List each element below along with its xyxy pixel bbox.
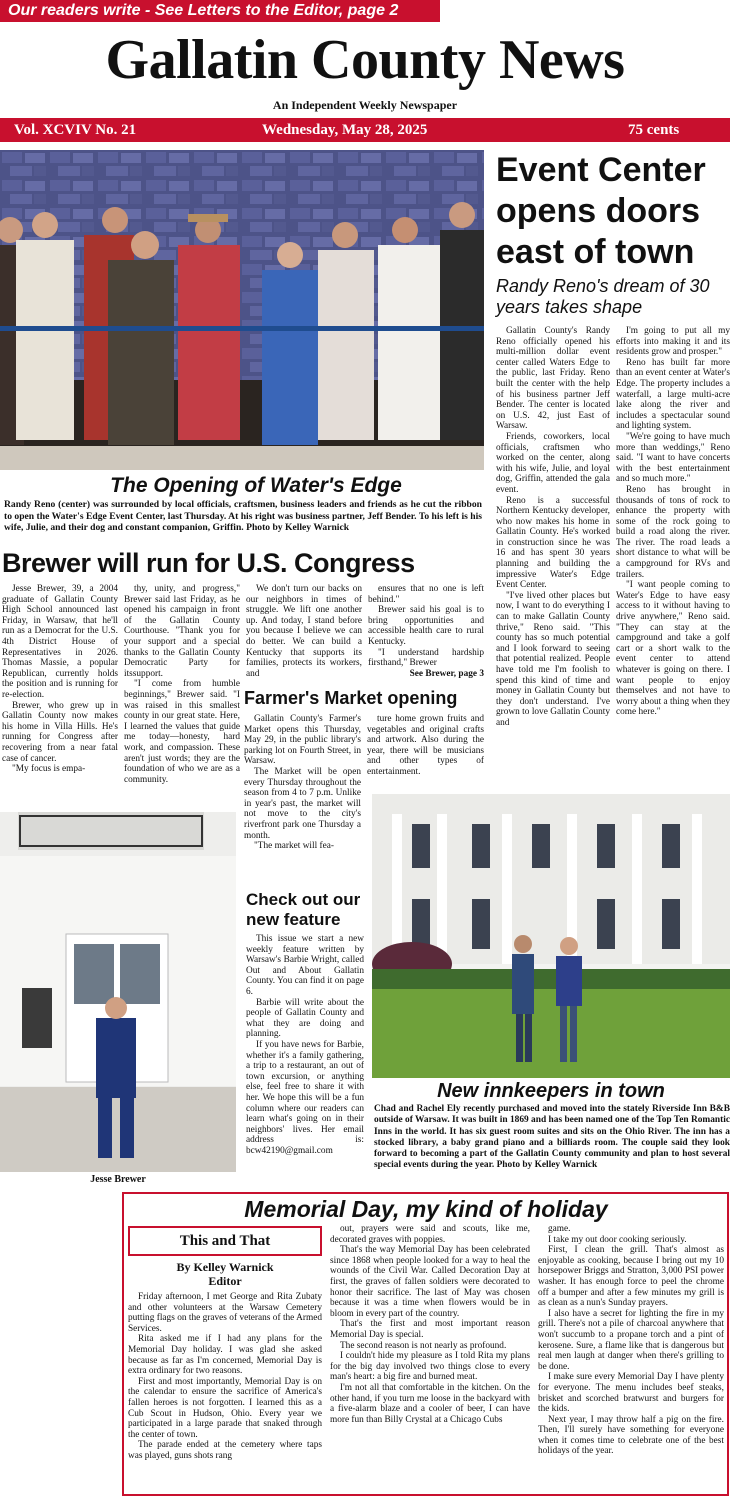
memorial-day-col-3: game. I take my out door cooking seriously. First, I clean the grill. That's almost as enjoyable as cooking, because I bring out my 10 horsepower Briggs and Stratton, 3,000 PSI power washer. It has enough force to peel the chrome off a bumper and after a few minutes my grill is as clean as a nun's Sunday prayers. I also have a secret for lighting the fire in my grill. There's not a pile of charcoal anywhere that won't succumb to a propane torch and a pint of kerosene. Sure, a flame like that is dangerous but real men laugh at danger when there's grilling to be done. I make sure every Memorial Day I have plenty for everyone. The menu includes beef steaks, brisket and scorched bratwurst and burgers for the kids. Next year, I may throw half a pig on the fire. Then, I'll surely have something for everyone when it comes time to celebrate one of the best holidays of the year. (538, 1224, 724, 1457)
issue-date: Wednesday, May 28, 2025 (262, 122, 428, 138)
memorial-day-col-2: out, prayers were said and scouts, like me, decorated graves with poppies. That's the way Memorial Day has been celebrated since 1868 when people looked for a way to heal the wounds of the Civil War. Called Decoration Day at first, the graves of fallen soldiers were decorated to honor their sacrifice. The last of May was chosen because it was a time when flowers would be in bloom in every part of the country. That's the first and most important reason Memorial Day is special. The second reason is not nearly as profound. I couldn't hide my pleasure as I told Rita my plans for the big day involved two things close to every man's heart: a big fire and burned meat. I'm not all that comfortable in the kitchen. On the other hand, if you turn me loose in the backyard with a five-alarm blaze and a cooler of beer, I can have more fun than Billy Crystal at a Chicago Cubs (330, 1224, 530, 1425)
masthead-tagline: An Independent Weekly Newspaper (272, 98, 458, 112)
event-center-col-2: I'm going to put all my efforts into making it and its residents grow and prosper." Reno has built far more than an event center at Water's Edge. The property includes a waterfall, a large multi-acre lake along the river and includes a spectacular sound and lighting system. "We're going to have much more than weddings," Reno said. "I want to have concerts with the best entertainment and so much more." Reno has brought in thousands of tons of rock to enhance the property with some of the rock going to build a road along the river. The river. The road leads a short distance to what will be a campground for RVs and trailers. "I want people coming to Water's Edge to have easy access to it without having to drive anywhere," Reno said. "They can stay at the campground and take a golf cart or a short walk to the event center to attend whatever is going on there. I want people to enjoy themselves and not have to worry about a thing when they come here." (616, 326, 730, 718)
brewer-col-4: ensures that no one is left behind." Brewer said his goal is to bring opportunities and accessible health care to rural Kentucky. "I understand hardship firsthand," Brewer See Brewer, page 3 (368, 584, 484, 679)
farmers-market-headline: Farmer's Market opening (244, 688, 458, 708)
riverside-inn-photo (372, 794, 730, 1078)
brewer-col-3: We don't turn our backs on our neighbors in times of struggle. We lift one another up. And today, I stand before you because I believe we can do better. We can build a Kentucky that supports its families, protects its workers, and (246, 584, 362, 679)
memorial-byline: By Kelley Warnick (176, 1260, 274, 1274)
lead-photo-headline: The Opening of Water's Edge (110, 474, 402, 497)
new-feature-body (246, 934, 364, 1156)
new-feature-col: This issue we start a new weekly feature written by Warsaw's Barbie Wright, called Out and About Gallatin County. You can find it on page 6. Barbie will write about the people of Gallatin County and what they are doing and planning. If you have news for Barbie, whether it's a family gathering, a trip to a restaurant, an out of town excursion, or anything else, feel free to share it with her. We hope this will be a fun column where our readers can learn what's going on in their neighbors' lives. Her email address is: bcw42190@gmail.com (246, 934, 364, 1156)
brewer-headline: Brewer will run for U.S. Congress (2, 548, 415, 578)
memorial-day-col-1: Friday afternoon, I met George and Rita Zubaty and other volunteers at the Warsaw Cemetery putting flags on the graves of veterans of the Armed Services. Rita asked me if I had any plans for the Memorial Day holiday. I was glad she asked because as far as I'm concerned, Memorial Day is extra ordinary for two reasons. First and most importantly, Memorial Day is on the calendar to ensure the sacrifice of America's fallen heroes is not forgotten. I learned this as a Cub Scout in Hudson, Ohio. Every year we participated in a large parade that snaked through the center of town. The parade ended at the cemetery where taps was played, guns shots rang (128, 1292, 322, 1461)
innkeepers-headline: New innkeepers in town (437, 1080, 665, 1102)
event-center-col-1: Gallatin County's Randy Reno officially opened his multi-million dollar event center called Waters Edge to the public, last Friday. Reno built the center with the help of his business partner Jeff Bender. The center is located on U.S. 42, just East of Warsaw. Friends, coworkers, local officials, craftsmen who worked on the center, along with his wife, Julie, and loyal dog, Griffin, attended the gala event. Reno is a successful Northern Kentucky developer, who now makes his home in Gallatin County. He's worked in construction since he was 16 and has spent 30 years planning and building the impressive Water's Edge Event Center. "I've lived other places but now, I want to do everything I can to make Gallatin County thrive," Reno said. "This county has so much potential and I look forward to seeing that potential realized. People have told me I'm foolish to spend this kind of time and money in Gallatin County but they don't understand. I've grown to love Gallatin County and (496, 326, 610, 728)
jesse-brewer-photo (0, 812, 236, 1172)
lead-photo-caption: Randy Reno (center) was surrounded by local officials, craftsmen, business leaders and friends as he cut the ribbon to open the Water's Edge Event Center, last Thursday. At his right was business partner, Jeff Bender. To his left is his wife, Julie, and their dog and constant companion, Griffin. Photo by Kelley Warnick (4, 499, 482, 534)
event-center-subhead: Randy Reno's dream of 30 years takes shape (496, 276, 710, 317)
date-bar (0, 118, 730, 142)
farmers-market-col-2: ture home grown fruits and vegetables and original crafts and artwork. Also during the year, there will be musicians and other types of entertainment. (367, 714, 484, 777)
volume-number: Vol. XCVIV No. 21 (14, 122, 137, 138)
new-feature-headline: Check out our new feature (246, 890, 361, 929)
column-name-badge: This and That (128, 1226, 322, 1256)
top-banner[interactable]: Our readers write - See Letters to the Editor, page 2 (0, 0, 440, 22)
brewer-col-2: thy, unity, and progress," Brewer said last Friday, as he opened his campaign in front of the Gallatin County Courthouse. "Thank you for your support and a special thanks to the Gallatin County Democratic Party for itssupport. "I come from humble beginnings," Brewer said. "I was raised in this smallest county in our great state. Here, I learned the values that guide me today—honesty, hard work, and compassion. These aren't just words; they are the foundation of who we are as a community. (124, 584, 240, 785)
memorial-day-headline: Memorial Day, my kind of holiday (244, 1196, 608, 1222)
brewer-jump-link[interactable]: See Brewer, page 3 (409, 668, 484, 679)
innkeepers-caption: Chad and Rachel Ely recently purchased and moved into the stately Riverside Inn B&B outside of Warsaw. It was built in 1869 and has been named one of the Top Ten Romantic Inns in the world. It has six guest room suites and sits on the Ohio River. The inn has a stocked library, a baby grand piano and a billiards room. The couple said they look forward to becoming a part of the Gallatin County community and plan to host several special events during the year. Photo by Kelley Warnick (374, 1104, 730, 1171)
masthead-title: Gallatin County News (105, 29, 625, 91)
ribbon-cutting-photo (0, 150, 484, 470)
brewer-col-1: Jesse Brewer, 39, a 2004 graduate of Gallatin County High School announced last Friday, in Warsaw, that he'll run as a Democrat for the U.S. 4th District House of Representatives in 2026. Thomas Massie, a popular Republican, currently holds the position and is running for re-election. Brewer, who grew up in Gallatin County now makes his home in Villa Hills. He's running for Congress after recovering from a near fatal case of cancer. "My focus is empa- (2, 584, 118, 775)
memorial-byline-title: Editor (208, 1274, 242, 1288)
event-center-headline: Event Center opens doors east of town (496, 151, 706, 271)
farmers-market-col-1: Gallatin County's Farmer's Market opens this Thursday, May 29, in the public library's parking lot on Fourth Street, in Warsaw. The Market will be open every Thursday throughout the season from 4 to 7 p.m. Unlike in year's past, the market will not move to the city's riverfront park one Thursday a month. "The market will fea- (244, 714, 361, 852)
brewer-photo-caption: Jesse Brewer (90, 1174, 146, 1185)
event-center-body (496, 326, 730, 729)
price: 75 cents (628, 122, 680, 138)
